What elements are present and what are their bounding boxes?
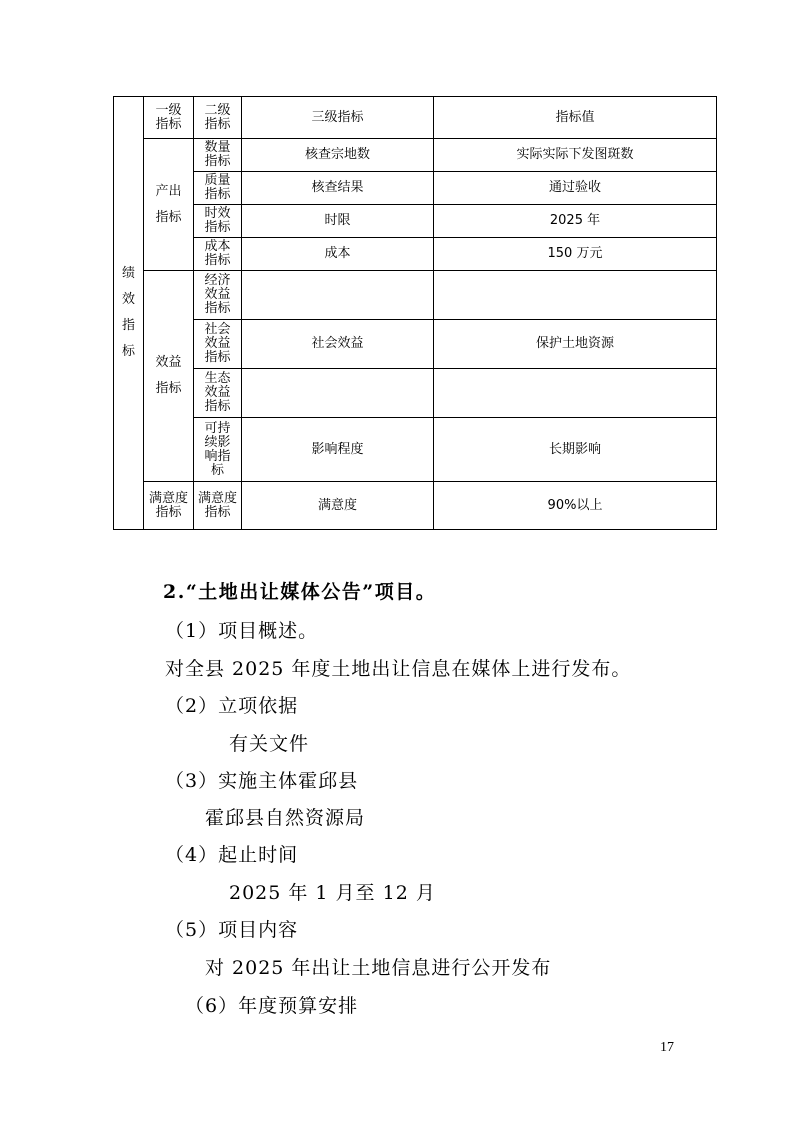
- header-level1: 一级指标: [144, 97, 194, 139]
- output-value-cell: 150 万元: [434, 238, 717, 271]
- subsection-title-6: （6）年度预算安排: [185, 995, 359, 1017]
- output-level2-cell: 质量指标: [194, 172, 242, 205]
- output-level2-cell: 时效指标: [194, 205, 242, 238]
- performance-indicator-table: [113, 96, 717, 530]
- header-level3: 三级指标: [242, 97, 434, 139]
- output-indicator-label: 产出指标: [144, 139, 194, 271]
- output-level3-cell: 核查宗地数: [242, 139, 434, 172]
- benefit-level3-cell: [242, 369, 434, 418]
- header-level2: 二级指标: [194, 97, 242, 139]
- paragraph-3: 霍邱县自然资源局: [205, 807, 366, 829]
- output-level3-cell: 时限: [242, 205, 434, 238]
- output-value-cell: 2025 年: [434, 205, 717, 238]
- page-number: 17: [660, 1040, 674, 1055]
- satisfaction-level3-cell: 满意度: [242, 482, 434, 530]
- subsection-title-1: （1）项目概述。: [165, 620, 319, 642]
- benefit-value-cell: [434, 369, 717, 418]
- subsection-title-5: （5）项目内容: [165, 919, 299, 941]
- output-value-cell: 实际实际下发图斑数: [434, 139, 717, 172]
- performance-indicator-label: 绩效指标: [114, 97, 144, 530]
- benefit-level2-cell: 生态效益指标: [194, 369, 242, 418]
- output-value-cell: 通过验收: [434, 172, 717, 205]
- benefit-level3-cell: 影响程度: [242, 418, 434, 482]
- section-heading: 2.“土地出让媒体公告”项目。: [163, 581, 437, 603]
- benefit-value-cell: 长期影响: [434, 418, 717, 482]
- satisfaction-level2-cell: 满意度指标: [194, 482, 242, 530]
- subsection-title-2: （2）立项依据: [165, 695, 299, 717]
- header-value: 指标值: [434, 97, 717, 139]
- paragraph-2: 有关文件: [229, 733, 310, 755]
- benefit-level3-cell: [242, 271, 434, 320]
- satisfaction-indicator-label: 满意度指标: [144, 482, 194, 530]
- benefit-level2-cell: 可持续影响指标: [194, 418, 242, 482]
- paragraph-1: 对全县 2025 年度土地出让信息在媒体上进行发布。: [165, 658, 632, 680]
- benefit-value-cell: 保护土地资源: [434, 320, 717, 369]
- output-level2-cell: 成本指标: [194, 238, 242, 271]
- benefit-level2-cell: 经济效益指标: [194, 271, 242, 320]
- benefit-indicator-label: 效益指标: [144, 271, 194, 482]
- paragraph-4: 2025 年 1 月至 12 月: [229, 882, 436, 904]
- paragraph-5: 对 2025 年出让土地信息进行公开发布: [205, 957, 552, 979]
- satisfaction-value-cell: 90%以上: [434, 482, 717, 530]
- output-level2-cell: 数量指标: [194, 139, 242, 172]
- benefit-value-cell: [434, 271, 717, 320]
- output-level3-cell: 成本: [242, 238, 434, 271]
- subsection-title-3: （3）实施主体霍邱县: [165, 770, 359, 792]
- output-level3-cell: 核查结果: [242, 172, 434, 205]
- subsection-title-4: （4）起止时间: [165, 844, 299, 866]
- benefit-level3-cell: 社会效益: [242, 320, 434, 369]
- benefit-level2-cell: 社会效益指标: [194, 320, 242, 369]
